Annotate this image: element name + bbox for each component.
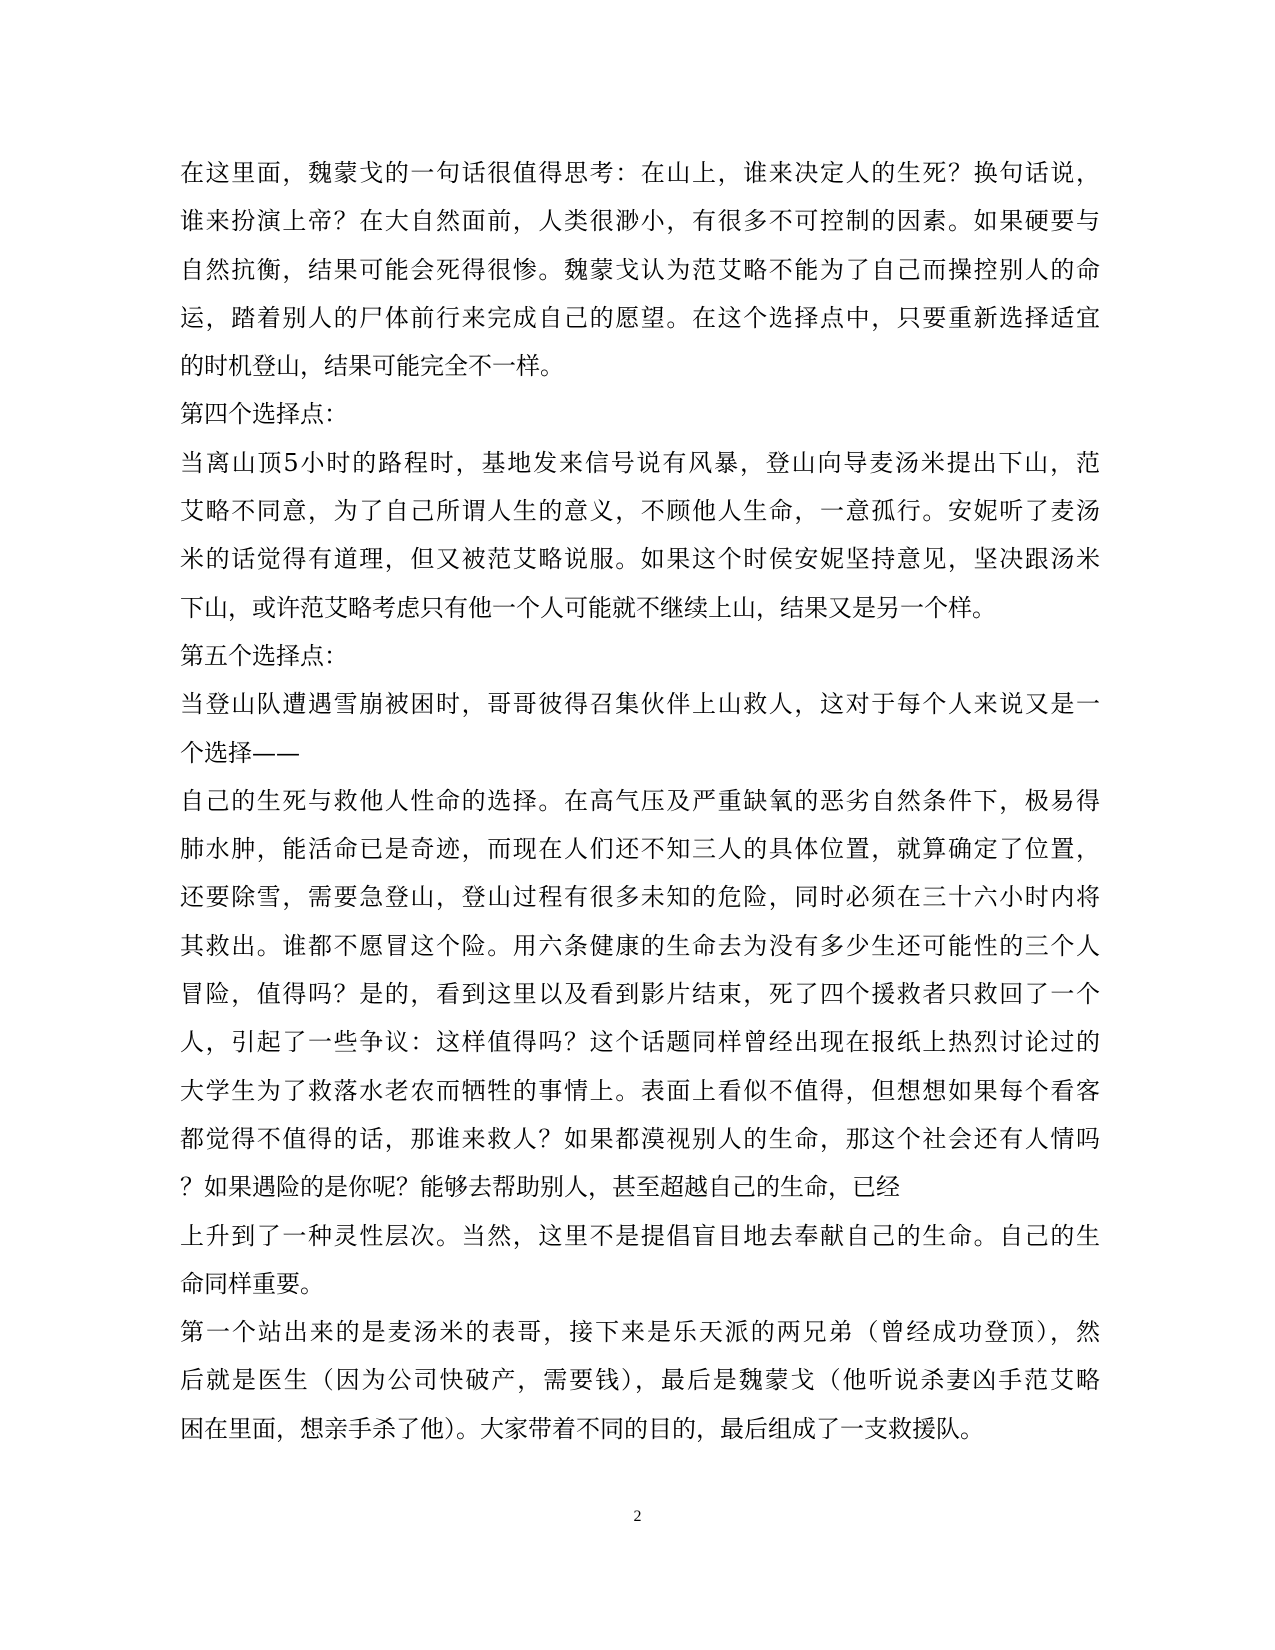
text-line: 当登山队遭遇雪崩被困时，哥哥彼得召集伙伴上山救人，这对于每个人来说又是一 [180, 690, 1100, 719]
text-line: 冒险，值得吗？是的，看到这里以及看到影片结束，死了四个援救者只救回了一个 [180, 980, 1100, 1009]
text-line: 运，踏着别人的尸体前行来完成自己的愿望。在这个选择点中，只要重新选择适宜 [180, 303, 1100, 332]
text-line: 肺水肿，能活命已是奇迹，而现在人们还不知三人的具体位置，就算确定了位置， [180, 835, 1100, 864]
text-line: ？如果遇险的是你呢？能够去帮助别人，甚至超越自己的生命，已经 [180, 1173, 900, 1202]
page-number: 2 [633, 1508, 642, 1525]
text-line: 自然抗衡，结果可能会死得很惨。魏蒙戈认为范艾略不能为了自己而操控别人的命 [180, 255, 1100, 284]
text-line: 命同样重要。 [180, 1269, 324, 1298]
text-line: 第四个选择点： [180, 400, 348, 429]
text-line: 困在里面，想亲手杀了他）。大家带着不同的目的，最后组成了一支救援队。 [180, 1414, 984, 1443]
text-line: 都觉得不值得的话，那谁来救人？如果都漠视别人的生命，那这个社会还有人情吗 [180, 1124, 1100, 1153]
text-line: 上升到了一种灵性层次。当然，这里不是提倡盲目地去奉献自己的生命。自己的生 [180, 1221, 1100, 1250]
text-line: 大学生为了救落水老农而牺牲的事情上。表面上看似不值得，但想想如果每个看客 [180, 1076, 1100, 1105]
text-line: 米的话觉得有道理，但又被范艾略说服。如果这个时侯安妮坚持意见，坚决跟汤米 [180, 545, 1100, 574]
text-line: 后就是医生（因为公司快破产，需要钱），最后是魏蒙戈（他听说杀妻凶手范艾略 [180, 1366, 1100, 1395]
text-line: 下山，或许范艾略考虑只有他一个人可能就不继续上山，结果又是另一个样。 [180, 593, 996, 622]
text-line: 第一个站出来的是麦汤米的表哥，接下来是乐天派的两兄弟（曾经成功登顶），然 [180, 1318, 1100, 1347]
text-line: 第五个选择点： [180, 641, 348, 670]
text-line: 个选择—— [180, 738, 300, 767]
text-line: 自己的生死与救他人性命的选择。在高气压及严重缺氧的恶劣自然条件下，极易得 [180, 786, 1100, 815]
text-line: 的时机登山，结果可能完全不一样。 [180, 352, 564, 381]
text-line: 其救出。谁都不愿冒这个险。用六条健康的生命去为没有多少生还可能性的三个人 [180, 931, 1100, 960]
text-line: 谁来扮演上帝？在大自然面前，人类很渺小，有很多不可控制的因素。如果硬要与 [180, 207, 1100, 236]
document-body [180, 149, 1100, 1453]
text-line: 在这里面，魏蒙戈的一句话很值得思考：在山上，谁来决定人的生死？换句话说， [180, 159, 1100, 187]
text-line: 艾略不同意，为了自己所谓人生的意义，不顾他人生命，一意孤行。安妮听了麦汤 [180, 497, 1100, 526]
text-line: 当离山顶5小时的路程时，基地发来信号说有风暴，登山向导麦汤米提出下山，范 [180, 448, 1100, 477]
text-line: 还要除雪，需要急登山，登山过程有很多未知的危险，同时必须在三十六小时内将 [180, 883, 1100, 912]
text-line: 人，引起了一些争议：这样值得吗？这个话题同样曾经出现在报纸上热烈讨论过的 [180, 1028, 1100, 1057]
